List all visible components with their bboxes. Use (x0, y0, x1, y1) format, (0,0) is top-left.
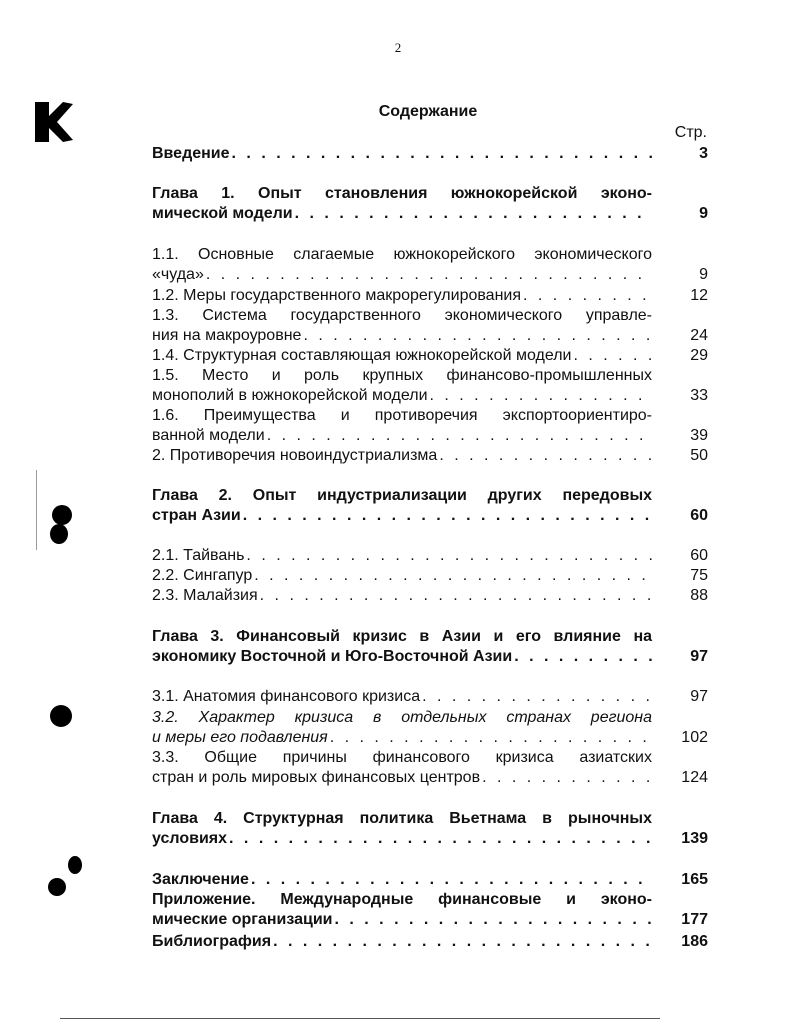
dot-leader (229, 829, 652, 849)
toc-entry (152, 144, 708, 164)
toc-page-number: 60 (690, 507, 708, 524)
dot-leader (267, 426, 652, 446)
toc-entry (152, 446, 708, 466)
dot-leader (254, 566, 652, 586)
toc-entry-title: Библиография (152, 933, 272, 950)
dot-leader (330, 728, 652, 748)
toc-page-number: 9 (699, 205, 708, 222)
scan-edge-line (36, 470, 37, 550)
dot-leader (260, 586, 652, 606)
dot-leader (422, 687, 652, 707)
toc-entry-line: 1.5. Место и роль крупных финансово-промышленных (152, 367, 652, 384)
toc-entry (152, 406, 708, 446)
toc-page-number: 33 (690, 387, 708, 404)
toc-entry-title: 3.1. Анатомия финансового кризиса (152, 688, 421, 705)
toc-entry (152, 586, 708, 606)
toc-entry-title: «чуда» (152, 266, 204, 283)
toc-page-number: 97 (690, 648, 708, 665)
toc-entry (152, 687, 708, 707)
dot-leader (430, 386, 653, 406)
toc-entry (152, 286, 708, 306)
dot-leader (523, 286, 652, 306)
toc-entry-line: 1.1. Основные слагаемые южнокорейского экономического (152, 246, 652, 263)
dot-leader (243, 506, 652, 526)
toc-entry-title: монополий в южнокорейской модели (152, 387, 428, 404)
toc-entry-line: Глава 3. Финансовый кризис в Азии и его влияние на (152, 628, 652, 645)
punch-hole-icon (50, 524, 68, 544)
toc-entry-title: мической модели (152, 205, 293, 222)
toc-entry-title: мические организации (152, 911, 333, 928)
toc-entry (152, 932, 708, 952)
toc-page-number: 9 (699, 266, 708, 283)
toc-entry-title: Введение (152, 145, 230, 162)
dot-leader (335, 910, 653, 930)
toc-page-number: 97 (690, 688, 708, 705)
toc-entry (152, 306, 708, 346)
toc-entry (152, 486, 708, 526)
toc-page-number: 186 (681, 933, 708, 950)
toc-entry-title: 2.3. Малайзия (152, 587, 258, 604)
toc-entry (152, 708, 708, 748)
toc-entry-title: Заключение (152, 871, 249, 888)
toc-entry-title: 2. Противоречия новоиндустриализма (152, 447, 438, 464)
toc-entry-title: ния на макроуровне (152, 327, 302, 344)
punch-hole-icon (48, 878, 66, 896)
page-number: 2 (394, 40, 402, 55)
dot-leader (232, 144, 652, 164)
toc-entry (152, 748, 708, 788)
toc-entry (152, 566, 708, 586)
dot-leader (251, 870, 652, 890)
punch-hole-icon (50, 705, 72, 727)
toc-entry-line: 1.3. Система государственного экономического управле- (152, 307, 652, 324)
toc-page-number: 12 (690, 287, 708, 304)
toc-entry-title: 1.4. Структурная составляющая южнокорейской модели (152, 347, 572, 364)
toc-entry-line: Приложение. Международные финансовые и эконо- (152, 891, 652, 908)
toc-entry-line: Глава 1. Опыт становления южнокорейской эконо- (152, 185, 652, 202)
toc-page-number: 3 (699, 145, 708, 162)
toc-entry (152, 890, 708, 930)
dot-leader (246, 546, 652, 566)
toc-page-number: 165 (681, 871, 708, 888)
page-title: Содержание (378, 103, 478, 120)
toc-entry-title: ванной модели (152, 427, 265, 444)
toc-entry-title: 2.2. Сингапур (152, 567, 253, 584)
scan-bottom-line (60, 1018, 660, 1019)
toc-page-number: 39 (690, 427, 708, 444)
punch-hole-icon (52, 505, 72, 525)
toc-page-number: 139 (681, 830, 708, 847)
toc-page-number: 88 (690, 587, 708, 604)
toc-entry (152, 546, 708, 566)
dot-leader (295, 204, 652, 224)
toc-entry (152, 245, 708, 285)
toc-entry-title: экономику Восточной и Юго-Восточной Азии (152, 648, 513, 665)
toc-page-number: 50 (690, 447, 708, 464)
punch-hole-icon (68, 856, 82, 874)
toc-entry (152, 184, 708, 224)
toc-entry (152, 346, 708, 366)
toc-page-number: 29 (690, 347, 708, 364)
toc-entry-title: стран и роль мировых финансовых центров (152, 769, 481, 786)
toc-entry (152, 627, 708, 667)
toc-entry-line: Глава 4. Структурная политика Вьетнама в рыночных (152, 810, 652, 827)
toc-entry (152, 366, 708, 406)
dot-leader (514, 647, 652, 667)
toc-entry-title: стран Азии (152, 507, 241, 524)
toc-entry-line: 1.6. Преимущества и противоречия экспортоориентиро- (152, 407, 652, 424)
toc-page-number: 60 (690, 547, 708, 564)
toc-page-number: 24 (690, 327, 708, 344)
dot-leader (273, 932, 652, 952)
page-column-label: Стр. (674, 124, 707, 141)
toc-entry (152, 809, 708, 849)
dot-leader (206, 265, 652, 285)
toc-entry-line: 3.3. Общие причины финансового кризиса азиатских (152, 749, 652, 766)
dot-leader (439, 446, 652, 466)
toc-entry-line: Глава 2. Опыт индустриализации других передовых (152, 487, 652, 504)
dot-leader (482, 768, 652, 788)
toc-entry-line: 3.2. Характер кризиса в отдельных странах региона (152, 709, 652, 726)
toc-entry-title: и меры его подавления (152, 729, 328, 746)
toc-entry-title: 1.2. Меры государственного макрорегулирования (152, 287, 522, 304)
toc-entry-title: 2.1. Тайвань (152, 547, 245, 564)
dot-leader (303, 326, 652, 346)
toc-page-number: 75 (690, 567, 708, 584)
toc-page-number: 124 (681, 769, 708, 786)
toc-entry (152, 870, 708, 890)
dot-leader (573, 346, 652, 366)
toc-entry-title: условиях (152, 830, 228, 847)
toc-page-number: 177 (681, 911, 708, 928)
toc-page-number: 102 (681, 729, 708, 746)
